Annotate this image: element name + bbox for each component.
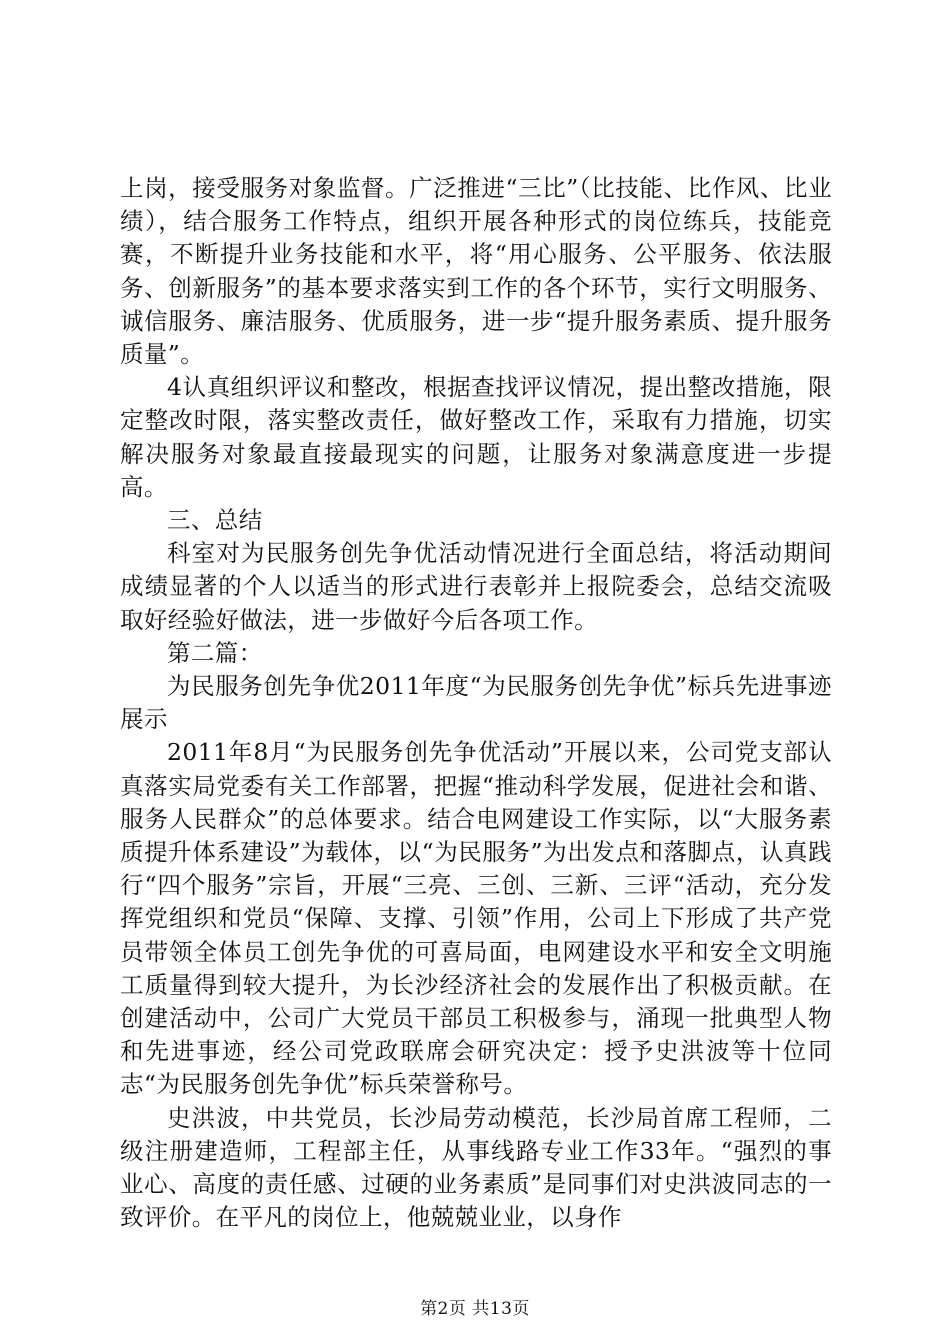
paragraph-intro: 2011年8月“为民服务创先争优活动”开展以来，公司党支部认真落实局党委有关工作部署，把握“推动科学发展，促进社会和谐、服务人民群众”的总体要求。结合电网建设工作实际，以“大服务素质提升体系建设”为载体，以“为民服务”为出发点和落脚点，认真践行“四个服务”宗旨，开展“三亮、三创、三新、三评“活动，充分发挥党组织和党员“保障、支撑、引领”作用，公司上下形成了共产党员带领全体员工创先争优的可喜局面，电网建设水平和安全文明施工质量得到较大提升，为长沙经济社会的发展作出了积极贡献。在创建活动中，公司广大党员干部员工积极参与，涌现一批典型人物和先进事迹，经公司党政联席会研究决定：授予史洪波等十位同志“为民服务创先争优”标兵荣誉称号。: [120, 738, 832, 1099]
paragraph-profile: 史洪波，中共党员，长沙局劳动模范，长沙局首席工程师，二级注册建造师，工程部主任，从事线路专业工作33年。“强烈的事业心、高度的责任感、过硬的业务素质”是同事们对史洪波同志的一致评价。在平凡的岗位上，他兢兢业业，以身作: [120, 1103, 832, 1232]
paragraph-continuation: 上岗，接受服务对象监督。广泛推进“三比”（比技能、比作风、比业绩），结合服务工作特点，组织开展各种形式的岗位练兵，技能竞赛，不断提升业务技能和水平，将“用心服务、公平服务、依法服务、创新服务”的基本要求落实到工作的各个环节，实行文明服务、诚信服务、廉洁服务、优质服务，进一步“提升服务素质、提升服务质量”。: [120, 174, 832, 369]
document-body: [120, 172, 832, 1235]
section-heading-part-two: 第二篇：: [167, 638, 263, 667]
page-number-footer: 第2页 共13页: [420, 1299, 530, 1319]
paragraph-item-4: 4认真组织评议和整改，根据查找评议情况，提出整改措施，限定整改时限，落实整改责任，做好整改工作，采取有力措施，切实解决服务对象最直接最现实的问题，让服务对象满意度进一步提高。: [120, 373, 832, 501]
article-title: 为民服务创先争优2011年度“为民服务创先争优”标兵先进事迹展示: [120, 672, 832, 734]
paragraph-summary: 科室对为民服务创先争优活动情况进行全面总结，将活动期间成绩显著的个人以适当的形式进行表彰并上报院委会，总结交流吸取好经验好做法，进一步做好今后各项工作。: [120, 539, 832, 634]
section-heading-summary: 三、总结: [167, 506, 263, 535]
